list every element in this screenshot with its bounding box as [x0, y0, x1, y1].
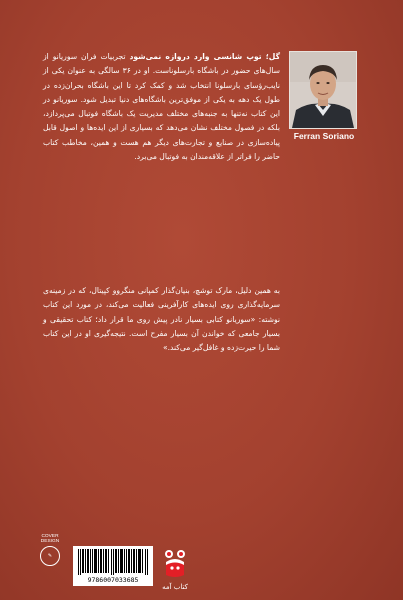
blurb-paragraph-1-body: تجربیات فران سوریانو از سال‌های حضور در باشگاه بارسلوناست. او در ۳۶ سالگی به عنوان یکی از نایب‌رؤسای بارسلونا انتخاب شد و کمک کرد تا این باشگاه بحران‌زده در طول یک دهه به یکی از موفق‌ترین باشگاه‌های دنیا تبدیل شود. سوریانو در این کتاب نه‌تنها به جنبه‌های مختلف مدیریت یک باشگاه فوتبال می‌پردازد، بلکه در فصول مختلف نشان می‌دهد که بسیاری از این ایده‌ها و اصول قابل پیاده‌سازی در صنایع و تجارت‌های دیگر هم هست و همین، مخاطب کتاب حاضر را فراتر از علاقه‌مندان به فوتبال می‌برد. [43, 52, 280, 162]
publisher-name: کتاب آمه [162, 583, 188, 591]
badge-emblem-icon: ✎ [40, 546, 60, 566]
cover-design-badge [36, 534, 64, 574]
blurb-paragraph-2: به همین دلیل، مارک توشچ، بنیان‌گذار کمپانی منگروو کپیتال، که در زمینه‌ی سرمایه‌گذاری روی ایده‌های کارآفرینی فعالیت می‌کند، در مورد این کتاب نوشته: «سوریانو کتابی بسیار نادر پیش روی ما قرار داد؛ کتاب تحقیقی و بسیار جامعی که خواندن آن بسیار مفرح است. نتیجه‌گیری او در این کتاب شما را حیرت‌زده و غافل‌گیر می‌کند.» [43, 286, 280, 353]
author-name: Ferran Soriano [293, 131, 355, 141]
barcode [73, 546, 153, 586]
author-photo [289, 51, 357, 129]
blurb-lead: گل؛ توپ شانسی وارد دروازه نمی‌شود [129, 52, 280, 61]
isbn-number: 9786007033685 [87, 576, 139, 584]
badge-line-2: DESIGN [40, 539, 60, 544]
blurb-paragraph-1 [43, 50, 280, 164]
publisher-logo [160, 548, 190, 592]
publisher-mascot-icon [163, 548, 187, 578]
barcode-bars [73, 546, 153, 576]
badge-line-1: COVER [41, 534, 59, 539]
